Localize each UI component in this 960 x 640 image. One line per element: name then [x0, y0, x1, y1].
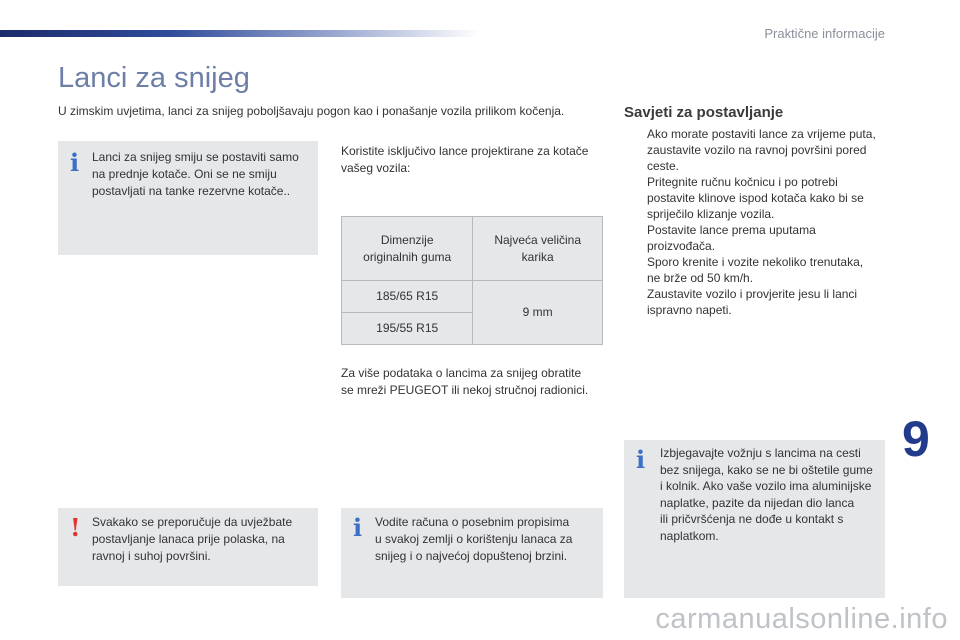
- table-header-tyre: [342, 217, 473, 281]
- warning-icon: !: [70, 513, 81, 542]
- header-line: Dimenzije: [380, 232, 434, 247]
- advice-line: proizvođača.: [647, 239, 716, 253]
- header-gradient-bar: [0, 30, 480, 37]
- note-line: postavljanje lanaca prije polaska, na: [92, 532, 285, 546]
- note-line: snijeg i o najvećoj dopuštenoj brzini.: [375, 549, 568, 563]
- advice-item: [624, 126, 894, 174]
- chains-intro: [341, 143, 603, 177]
- page-title: Lanci za snijeg: [58, 62, 250, 94]
- header-line: karika: [521, 249, 554, 264]
- note-line: Svakako se preporučuje da uvježbate: [92, 515, 293, 529]
- note-line: na prednje kotače. Oni se ne smiju: [92, 167, 277, 181]
- advice-line: ispravno napeti.: [647, 303, 732, 317]
- table-row: [342, 281, 603, 313]
- advice-list: [624, 126, 894, 318]
- intro-text: U zimskim uvjetima, lanci za snijeg poboljšavaju pogon kao i ponašanje vozila prilikom kočenja.: [58, 104, 565, 118]
- advice-item: [624, 286, 894, 318]
- advice-item: [624, 222, 894, 254]
- note-line: naplatke, pazite da nijedan dio lanca: [660, 495, 855, 510]
- chain-size-table: [341, 216, 603, 345]
- note-line: Lanci za snijeg smiju se postaviti samo: [92, 150, 299, 164]
- watermark: carmanualsonline.info: [655, 603, 948, 635]
- header-line: Najveća veličina: [494, 232, 582, 247]
- advice-item: [624, 174, 894, 222]
- chapter-number: 9: [902, 411, 930, 467]
- advice-line: postavite klinove ispod kotača kako bi se: [647, 191, 864, 205]
- table-header-link: [473, 217, 603, 281]
- note-line: i kolnik. Ako vaše vozilo ima aluminijske: [660, 479, 872, 493]
- advice-item: [624, 254, 894, 286]
- advice-line: Zaustavite vozilo i provjerite jesu li lanci: [647, 287, 858, 301]
- advice-title: Savjeti za postavljanje: [624, 104, 784, 121]
- note-line: naplatkom.: [660, 528, 719, 543]
- header-line: originalnih guma: [363, 249, 452, 264]
- note-line: postavljati na tanke rezervne kotače..: [92, 184, 291, 198]
- tyre-size-cell: 195/55 R15: [342, 313, 473, 345]
- note-practice: [58, 508, 318, 586]
- text-line: Koristite isključivo lance projektirane za kotače: [341, 144, 589, 158]
- text-line: vašeg vozila:: [341, 161, 411, 175]
- note-line: Vodite računa o posebnim propisima: [375, 515, 570, 529]
- info-icon: i: [70, 148, 80, 177]
- note-line: ili pričvršćenja ne dođe u kontakt s: [660, 512, 844, 526]
- more-info: [341, 365, 603, 399]
- advice-line: Sporo krenite i vozite nekoliko trenutaka,: [647, 255, 864, 269]
- advice-line: Pritegnite ručnu kočnicu i po potrebi: [647, 175, 838, 189]
- advice-line: Ako morate postaviti lance za vrijeme puta,: [647, 127, 876, 141]
- note-line: ravnoj i suhoj površini.: [92, 549, 211, 563]
- note-front-wheels: [58, 141, 318, 255]
- info-icon: i: [353, 513, 363, 542]
- note-roads: [624, 440, 885, 598]
- text-line: Za više podataka o lancima za snijeg obratite: [341, 366, 582, 380]
- text-line: se mreži PEUGEOT ili nekoj stručnoj radionici.: [341, 383, 589, 397]
- max-link-cell: 9 mm: [473, 281, 603, 345]
- info-icon: i: [636, 445, 646, 474]
- advice-line: ne brže od 50 km/h.: [647, 271, 754, 285]
- section-label: Praktične informacije: [764, 26, 885, 41]
- note-line: u svakoj zemlji o korištenju lanaca za: [375, 532, 573, 546]
- advice-line: ceste.: [647, 159, 680, 173]
- advice-line: spriječilo klizanje vozila.: [647, 207, 775, 221]
- note-line: bez snijega, kako se ne bi oštetile gume: [660, 462, 873, 477]
- tyre-size-cell: 185/65 R15: [342, 281, 473, 313]
- advice-line: Postavite lance prema uputama: [647, 223, 816, 237]
- advice-line: zaustavite vozilo na ravnoj površini pored: [647, 143, 867, 157]
- note-line: Izbjegavajte vožnju s lancima na cesti: [660, 446, 861, 460]
- note-regulations: [341, 508, 603, 598]
